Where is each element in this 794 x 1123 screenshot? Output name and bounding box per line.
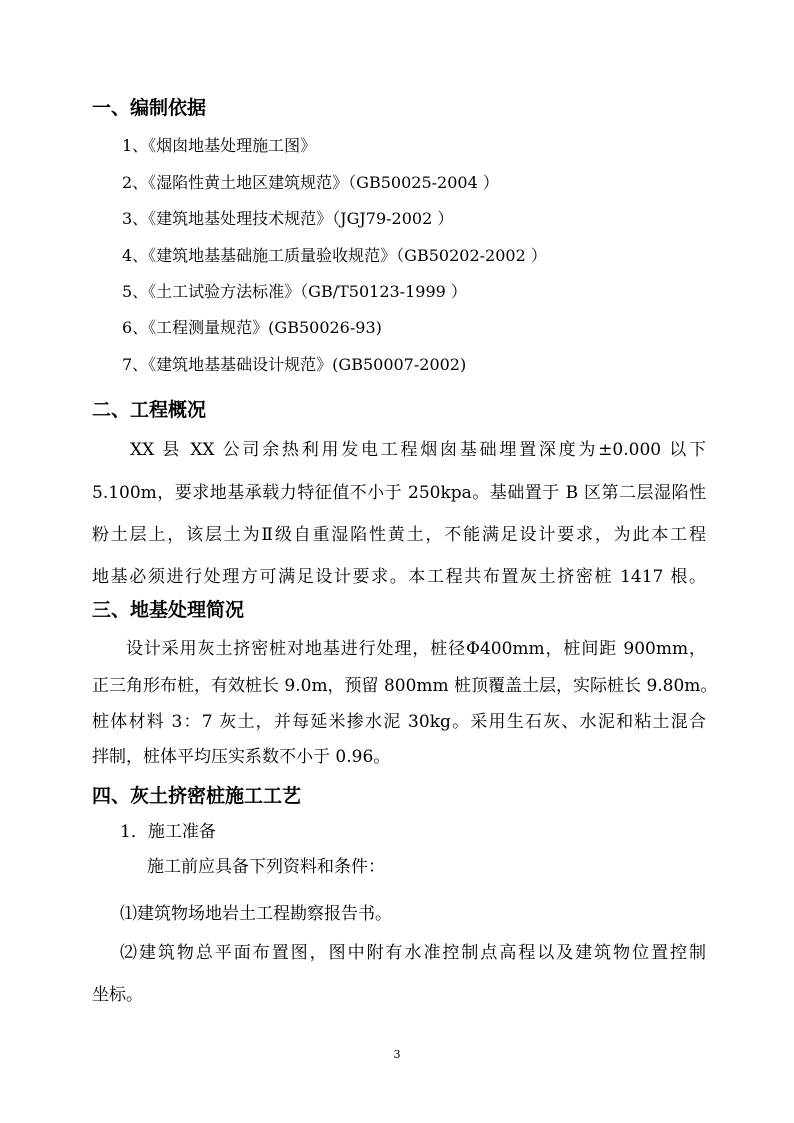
reference-item: 2、《湿陷性黄土地区建筑规范》（GB50025-2004 ） bbox=[122, 173, 499, 192]
overview-line: 5.100m，要求地基承载力特征值不小于 250kpa。基础置于 B 区第二层湿陷性 bbox=[92, 483, 706, 503]
preparation-intro: 施工前应具备下列资料和条件： bbox=[147, 857, 385, 877]
treatment-line: 正三角形布桩，有效桩长 9.0m，预留 800mm 桩顶覆盖土层，实际桩长 9.80m。 bbox=[92, 676, 718, 696]
preparation-item: ⑴建筑物场地岩土工程勘察报告书。 bbox=[120, 904, 392, 924]
treatment-line: 桩体材料 3：7 灰土，并每延米掺水泥 30kg。采用生石灰、水泥和粘土混合 bbox=[92, 712, 706, 732]
overview-line: 粉土层上，该层土为Ⅱ级自重湿陷性黄土，不能满足设计要求，为此本工程 bbox=[92, 525, 706, 545]
subheading-preparation: 1．施工准备 bbox=[120, 822, 216, 842]
reference-item: 6、《工程测量规范》(GB50026-93) bbox=[122, 318, 382, 337]
preparation-item-continued: 坐标。 bbox=[92, 985, 143, 1005]
preparation-item: ⑵建筑物总平面布置图，图中附有水准控制点高程以及建筑物位置控制 bbox=[120, 943, 706, 963]
section-heading-basis: 一、编制依据 bbox=[92, 97, 207, 119]
overview-line: 地基必须进行处理方可满足设计要求。本工程共布置灰土挤密桩 1417 根。 bbox=[92, 567, 706, 587]
reference-item: 1、《烟囱地基处理施工图》 bbox=[122, 136, 317, 155]
reference-item: 5、《土工试验方法标准》（GB/T50123-1999 ） bbox=[122, 282, 467, 301]
overview-line: XX 县 XX 公司余热利用发电工程烟囱基础埋置深度为±0.000 以下 bbox=[130, 440, 706, 460]
section-heading-treatment: 三、地基处理简况 bbox=[92, 599, 245, 621]
reference-item: 7、《建筑地基基础设计规范》(GB50007-2002) bbox=[122, 355, 467, 374]
reference-item: 3、《建筑地基处理技术规范》（JGJ79-2002 ） bbox=[122, 209, 454, 228]
treatment-line: 拌制，桩体平均压实系数不小于 0.96。 bbox=[92, 747, 391, 767]
reference-item: 4、《建筑地基基础施工质量验收规范》（GB50202-2002 ） bbox=[122, 246, 547, 265]
section-heading-process: 四、灰土挤密桩施工工艺 bbox=[92, 785, 302, 807]
page-number: 3 bbox=[393, 1048, 401, 1061]
treatment-line: 设计采用灰土挤密桩对地基进行处理，桩径Φ400mm，桩间距 900mm， bbox=[126, 639, 706, 659]
section-heading-overview: 二、工程概况 bbox=[92, 399, 207, 421]
